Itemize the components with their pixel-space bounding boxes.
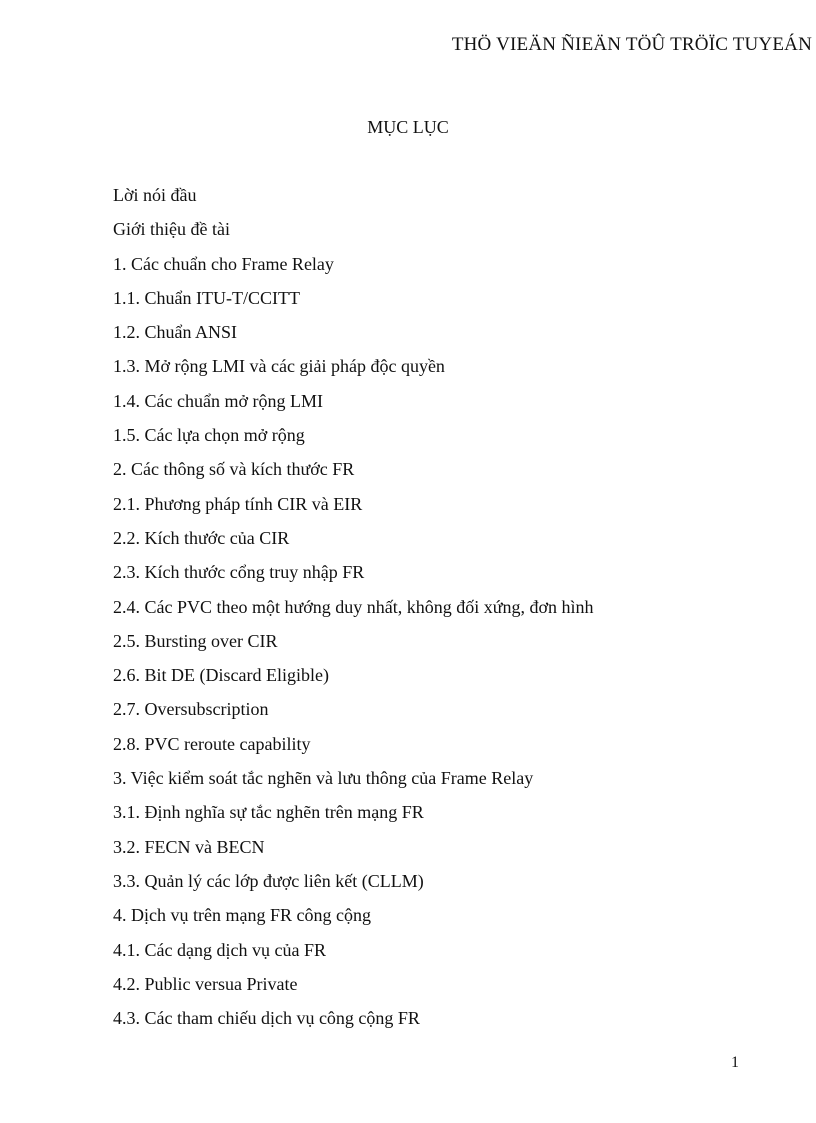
toc-item: 2.5. Bursting over CIR — [113, 630, 278, 651]
toc-item: 1.1. Chuẩn ITU-T/CCITT — [113, 287, 300, 308]
toc-item: 4.1. Các dạng dịch vụ của FR — [113, 939, 326, 960]
toc-item: 2.8. PVC reroute capability — [113, 733, 311, 754]
table-of-contents — [113, 184, 594, 1041]
toc-item: 1.4. Các chuẩn mở rộng LMI — [113, 390, 323, 411]
toc-item: 4.3. Các tham chiếu dịch vụ công cộng FR — [113, 1008, 420, 1029]
toc-item: 2.7. Oversubscription — [113, 699, 269, 720]
page-number: 1 — [731, 1054, 739, 1071]
toc-item: 2.1. Phương pháp tính CIR và EIR — [113, 493, 363, 514]
toc-item: 2.6. Bit DE (Discard Eligible) — [113, 665, 329, 686]
toc-item: 4. Dịch vụ trên mạng FR công cộng — [113, 905, 371, 926]
toc-item: 2.4. Các PVC theo một hướng duy nhất, không đối xứng, đơn hình — [113, 596, 594, 617]
toc-item: 1.2. Chuẩn ANSI — [113, 322, 238, 343]
toc-item: 1.3. Mở rộng LMI và các giải pháp độc quyền — [113, 356, 445, 377]
toc-item: 3.1. Định nghĩa sự tắc nghẽn trên mạng FR — [113, 802, 424, 823]
toc-item: 4.2. Public versua Private — [113, 973, 298, 994]
toc-item: Giới thiệu đề tài — [113, 219, 230, 240]
toc-item: 2. Các thông số và kích thước FR — [113, 459, 355, 480]
toc-item: 3. Việc kiểm soát tắc nghẽn và lưu thông của Frame Relay — [113, 768, 534, 789]
toc-item: 3.3. Quản lý các lớp được liên kết (CLLM) — [113, 870, 424, 891]
toc-item: 2.2. Kích thước của CIR — [113, 527, 290, 548]
toc-item: Lời nói đầu — [113, 185, 197, 205]
toc-item: 2.3. Kích thước cổng truy nhập FR — [113, 562, 365, 583]
toc-item: 1.5. Các lựa chọn mở rộng — [113, 425, 305, 446]
page-header: THÖ VIEÄN ÑIEÄN TÖÛ TRÖÏC TUYEÁN — [451, 34, 812, 55]
toc-item: 3.2. FECN và BECN — [113, 836, 265, 857]
toc-item: 1. Các chuẩn cho Frame Relay — [113, 253, 334, 274]
page-title: MỤC LỤC — [367, 117, 449, 137]
